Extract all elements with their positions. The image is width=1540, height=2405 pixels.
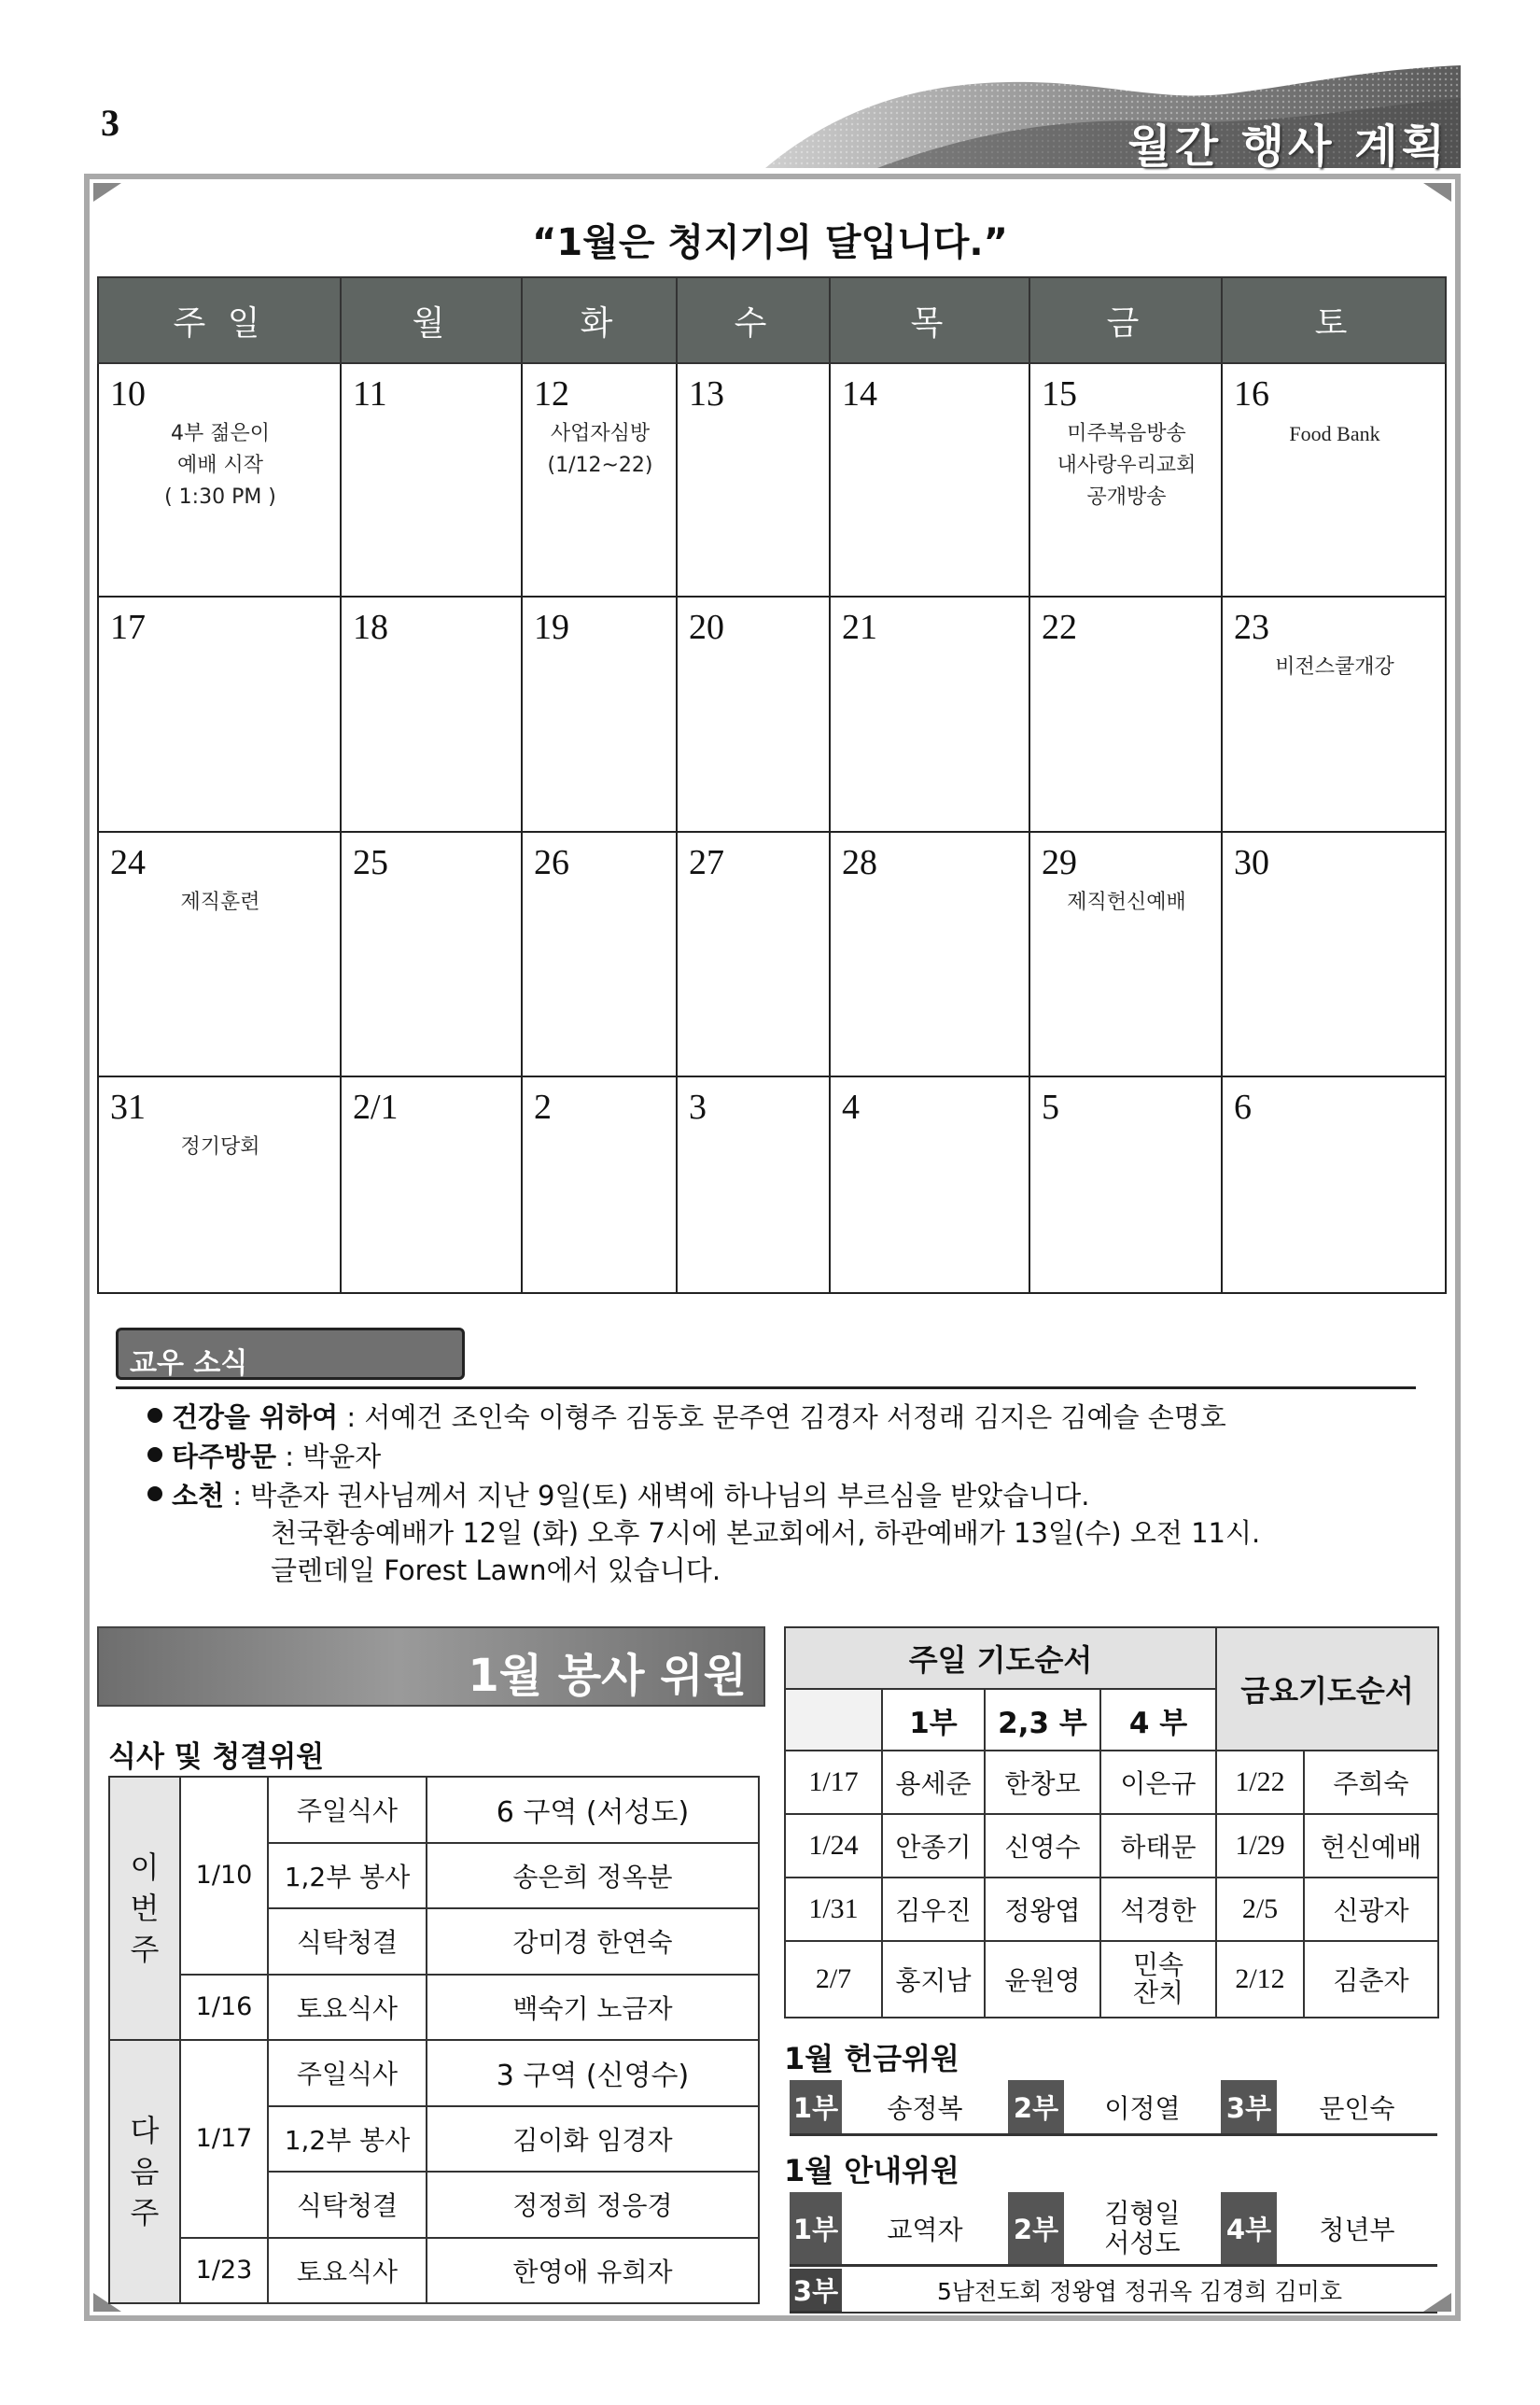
calendar-day bbox=[98, 363, 341, 597]
news-death bbox=[147, 1477, 1089, 1514]
bullet-icon bbox=[147, 1408, 162, 1423]
prayer-date: 1/17 bbox=[785, 1751, 882, 1814]
prayer-name: 윤원영 bbox=[985, 1941, 1100, 2018]
service-role: 식탁청결 bbox=[268, 1908, 427, 1975]
day-event: 정기당회 bbox=[180, 1135, 260, 1159]
calendar-day bbox=[522, 1076, 677, 1293]
day-event: Food Bank bbox=[1289, 422, 1380, 445]
monthly-theme: “1월은 청지기의 달입니다.” bbox=[532, 221, 1008, 264]
day-event: 미주복음방송 내사랑우리교회 공개방송 bbox=[1057, 422, 1197, 509]
day-number: 10 bbox=[110, 374, 146, 414]
bullet-icon bbox=[147, 1447, 162, 1462]
calendar-day bbox=[341, 832, 522, 1076]
friday-prayer-title: 금요기도순서 bbox=[1216, 1627, 1438, 1751]
prayer-name: 민속 잔치 bbox=[1100, 1941, 1216, 2018]
day-number: 12 bbox=[534, 374, 569, 414]
service-date: 1/16 bbox=[180, 1975, 268, 2041]
calendar-day bbox=[830, 1076, 1029, 1293]
calendar-day bbox=[522, 832, 677, 1076]
usher-name: 교역자 bbox=[842, 2192, 1008, 2266]
day-number: 11 bbox=[353, 374, 387, 414]
service-role: 식탁청결 bbox=[268, 2172, 427, 2238]
prayer-name: 신영수 bbox=[985, 1814, 1100, 1878]
service-date: 1/17 bbox=[180, 2040, 268, 2238]
prayer-name: 김우진 bbox=[882, 1878, 985, 1941]
calendar-day bbox=[1222, 1076, 1446, 1293]
news-visit-text: : 박윤자 bbox=[276, 1441, 382, 1472]
table-row bbox=[785, 1878, 1438, 1941]
col-header: 4 부 bbox=[1100, 1689, 1216, 1751]
table-row bbox=[785, 1941, 1438, 2018]
usher-strip bbox=[790, 2192, 1437, 2267]
calendar-day bbox=[522, 363, 677, 597]
prayer-name: 한창모 bbox=[985, 1751, 1100, 1814]
calendar-week-row bbox=[98, 1076, 1446, 1293]
service-people: 정정희 정응경 bbox=[427, 2172, 759, 2238]
friday-date: 1/29 bbox=[1216, 1814, 1304, 1878]
usher-tag: 4부 bbox=[1221, 2192, 1277, 2266]
service-people: 3 구역 (신영수) bbox=[427, 2040, 759, 2106]
event-calendar bbox=[97, 276, 1447, 1294]
sunday-prayer-title: 주일 기도순서 bbox=[785, 1627, 1216, 1689]
calendar-day bbox=[98, 597, 341, 832]
prayer-name: 용세준 bbox=[882, 1751, 985, 1814]
table-row bbox=[785, 1814, 1438, 1878]
offering-strip bbox=[790, 2080, 1437, 2136]
usher-name: 청년부 bbox=[1277, 2192, 1437, 2266]
service-people: 백숙기 노금자 bbox=[427, 1975, 759, 2041]
day-event: 제직헌신예배 bbox=[1067, 891, 1186, 914]
section-title: 월간 행사 계획 bbox=[1127, 120, 1449, 173]
calendar-day bbox=[1029, 832, 1222, 1076]
friday-date: 2/5 bbox=[1216, 1878, 1304, 1941]
day-number: 31 bbox=[110, 1088, 146, 1127]
weekday-sat: 토 bbox=[1222, 277, 1446, 363]
calendar-day bbox=[341, 597, 522, 832]
table-row bbox=[109, 2238, 759, 2304]
table-row bbox=[790, 2269, 1437, 2313]
prayer-name: 석경한 bbox=[1100, 1878, 1216, 1941]
page-number: 3 bbox=[101, 102, 119, 144]
calendar-week-row bbox=[98, 597, 1446, 832]
usher-title: 1월 안내위원 bbox=[784, 2153, 959, 2188]
offering-title: 1월 헌금위원 bbox=[784, 2041, 959, 2076]
day-number: 4 bbox=[842, 1088, 860, 1127]
week-label-this bbox=[109, 1777, 180, 2040]
day-number: 15 bbox=[1042, 374, 1077, 414]
table-row bbox=[785, 1627, 1438, 1689]
calendar-day bbox=[1222, 363, 1446, 597]
calendar-day bbox=[830, 363, 1029, 597]
friday-name: 김춘자 bbox=[1304, 1941, 1438, 2018]
news-visit-label: 타주방문 bbox=[172, 1441, 277, 1472]
calendar-day bbox=[677, 1076, 830, 1293]
day-number: 14 bbox=[842, 374, 877, 414]
service-role: 1,2부 봉사 bbox=[268, 2106, 427, 2173]
friday-name: 주희숙 bbox=[1304, 1751, 1438, 1814]
service-date: 1/10 bbox=[180, 1777, 268, 1975]
day-event: 제직훈련 bbox=[180, 891, 260, 914]
usher-name: 5남전도회 정왕엽 정귀옥 김경희 김미호 bbox=[842, 2269, 1437, 2313]
service-role: 토요식사 bbox=[268, 1975, 427, 2041]
day-number: 24 bbox=[110, 843, 146, 882]
table-row bbox=[785, 1751, 1438, 1814]
day-number: 25 bbox=[353, 843, 388, 882]
offering-name: 이정열 bbox=[1064, 2080, 1221, 2135]
calendar-day bbox=[341, 363, 522, 597]
calendar-day bbox=[1222, 597, 1446, 832]
service-people: 김이화 임경자 bbox=[427, 2106, 759, 2173]
prayer-name: 안종기 bbox=[882, 1814, 985, 1878]
friday-name: 헌신예배 bbox=[1304, 1814, 1438, 1878]
service-people: 강미경 한연숙 bbox=[427, 1908, 759, 1975]
calendar-week-row bbox=[98, 832, 1446, 1076]
usher-tag: 3부 bbox=[790, 2269, 842, 2313]
day-number: 16 bbox=[1234, 374, 1269, 414]
table-row bbox=[109, 2040, 759, 2106]
news-death-line-2: 천국환송예배가 12일 (화) 오후 7시에 본교회에서, 하관예배가 13일(수) 오전 11시. bbox=[271, 1517, 1261, 1549]
calendar-day bbox=[830, 597, 1029, 832]
table-row bbox=[790, 2192, 1437, 2266]
day-number: 2 bbox=[534, 1088, 552, 1127]
service-date: 1/23 bbox=[180, 2238, 268, 2304]
calendar-day bbox=[677, 597, 830, 832]
friday-date: 1/22 bbox=[1216, 1751, 1304, 1814]
day-number: 27 bbox=[689, 843, 724, 882]
day-number: 3 bbox=[689, 1088, 707, 1127]
news-death-label: 소천 bbox=[172, 1480, 225, 1512]
offering-tag: 1부 bbox=[790, 2080, 842, 2135]
weekday-wed: 수 bbox=[677, 277, 830, 363]
calendar-day bbox=[98, 1076, 341, 1293]
calendar-week-row bbox=[98, 363, 1446, 597]
calendar-day bbox=[677, 832, 830, 1076]
prayer-name: 이은규 bbox=[1100, 1751, 1216, 1814]
day-number: 13 bbox=[689, 374, 724, 414]
service-people: 송은희 정옥분 bbox=[427, 1843, 759, 1909]
usher-tag: 1부 bbox=[790, 2192, 842, 2266]
day-number: 21 bbox=[842, 608, 877, 647]
service-people: 한영애 유희자 bbox=[427, 2238, 759, 2304]
friday-name: 신광자 bbox=[1304, 1878, 1438, 1941]
service-role: 주일식사 bbox=[268, 2040, 427, 2106]
day-number: 29 bbox=[1042, 843, 1077, 882]
calendar-day bbox=[341, 1076, 522, 1293]
day-event: 사업자심방 (1/12~22) bbox=[547, 422, 653, 477]
day-number: 30 bbox=[1234, 843, 1269, 882]
day-number: 28 bbox=[842, 843, 877, 882]
prayer-name: 하태문 bbox=[1100, 1814, 1216, 1878]
day-event: 4부 젊은이 예배 시작 ( 1:30 PM ) bbox=[164, 422, 276, 509]
offering-name: 문인숙 bbox=[1277, 2080, 1437, 2135]
news-section-title: 교우 소식 bbox=[116, 1328, 465, 1380]
day-number: 6 bbox=[1234, 1088, 1252, 1127]
prayer-date: 2/7 bbox=[785, 1941, 882, 2018]
day-number: 26 bbox=[534, 843, 569, 882]
usher-strip-3 bbox=[790, 2269, 1437, 2314]
day-number: 18 bbox=[353, 608, 388, 647]
day-number: 20 bbox=[689, 608, 724, 647]
prayer-name: 정왕엽 bbox=[985, 1878, 1100, 1941]
week-label-next bbox=[109, 2040, 180, 2303]
offering-tag: 3부 bbox=[1221, 2080, 1277, 2135]
day-number: 5 bbox=[1042, 1088, 1059, 1127]
usher-tag: 2부 bbox=[1008, 2192, 1064, 2266]
service-subtitle: 식사 및 청결위원 bbox=[108, 1740, 325, 1774]
day-number: 22 bbox=[1042, 608, 1077, 647]
news-health-text: : 서예건 조인숙 이형주 김동호 문주연 김경자 서정래 김지은 김예슬 손명호 bbox=[338, 1401, 1226, 1433]
day-number: 19 bbox=[534, 608, 569, 647]
calendar-day bbox=[677, 363, 830, 597]
calendar-day bbox=[1029, 597, 1222, 832]
calendar-day bbox=[830, 832, 1029, 1076]
table-row bbox=[109, 1975, 759, 2041]
weekday-tue: 화 bbox=[522, 277, 677, 363]
news-health-label: 건강을 위하여 bbox=[172, 1401, 339, 1433]
col-header: 1부 bbox=[882, 1689, 985, 1751]
weekday-fri: 금 bbox=[1029, 277, 1222, 363]
prayer-order-table bbox=[784, 1626, 1439, 2018]
day-number: 2/1 bbox=[353, 1088, 399, 1127]
week-label-text: 다 음 주 bbox=[130, 2113, 160, 2230]
weekday-thu: 목 bbox=[830, 277, 1029, 363]
calendar-day bbox=[1029, 363, 1222, 597]
offering-tag: 2부 bbox=[1008, 2080, 1064, 2135]
news-health bbox=[147, 1399, 1226, 1436]
calendar-day bbox=[1222, 832, 1446, 1076]
service-people: 6 구역 (서성도) bbox=[427, 1777, 759, 1843]
news-visit bbox=[147, 1438, 381, 1475]
calendar-day bbox=[522, 597, 677, 832]
day-number: 23 bbox=[1234, 608, 1269, 647]
empty-header-cell bbox=[785, 1689, 882, 1751]
service-role: 1,2부 봉사 bbox=[268, 1843, 427, 1909]
prayer-date: 1/24 bbox=[785, 1814, 882, 1878]
service-table bbox=[108, 1776, 760, 2304]
calendar-day bbox=[98, 832, 341, 1076]
friday-date: 2/12 bbox=[1216, 1941, 1304, 2018]
weekday-mon: 월 bbox=[341, 277, 522, 363]
bullet-icon bbox=[147, 1486, 162, 1501]
weekday-sun: 주 일 bbox=[98, 277, 341, 363]
col-header: 2,3 부 bbox=[985, 1689, 1100, 1751]
table-row bbox=[790, 2080, 1437, 2135]
prayer-date: 1/31 bbox=[785, 1878, 882, 1941]
news-death-line-3: 글렌데일 Forest Lawn에서 있습니다. bbox=[271, 1554, 721, 1586]
day-number: 17 bbox=[110, 608, 146, 647]
news-death-text: : 박춘자 권사님께서 지난 9일(토) 새벽에 하나님의 부르심을 받았습니다. bbox=[224, 1480, 1090, 1512]
service-role: 주일식사 bbox=[268, 1777, 427, 1843]
prayer-name: 홍지남 bbox=[882, 1941, 985, 2018]
week-label-text: 이 번 주 bbox=[130, 1849, 160, 1967]
weekday-header-row bbox=[98, 277, 1446, 363]
offering-name: 송정복 bbox=[842, 2080, 1008, 2135]
day-event: 비전스쿨개강 bbox=[1275, 655, 1394, 679]
service-role: 토요식사 bbox=[268, 2238, 427, 2304]
usher-name: 김형일 서성도 bbox=[1064, 2192, 1221, 2266]
news-divider bbox=[116, 1386, 1416, 1389]
calendar-day bbox=[1029, 1076, 1222, 1293]
table-row bbox=[109, 1777, 759, 1843]
service-committee-title: 1월 봉사 위원 bbox=[97, 1626, 765, 1707]
